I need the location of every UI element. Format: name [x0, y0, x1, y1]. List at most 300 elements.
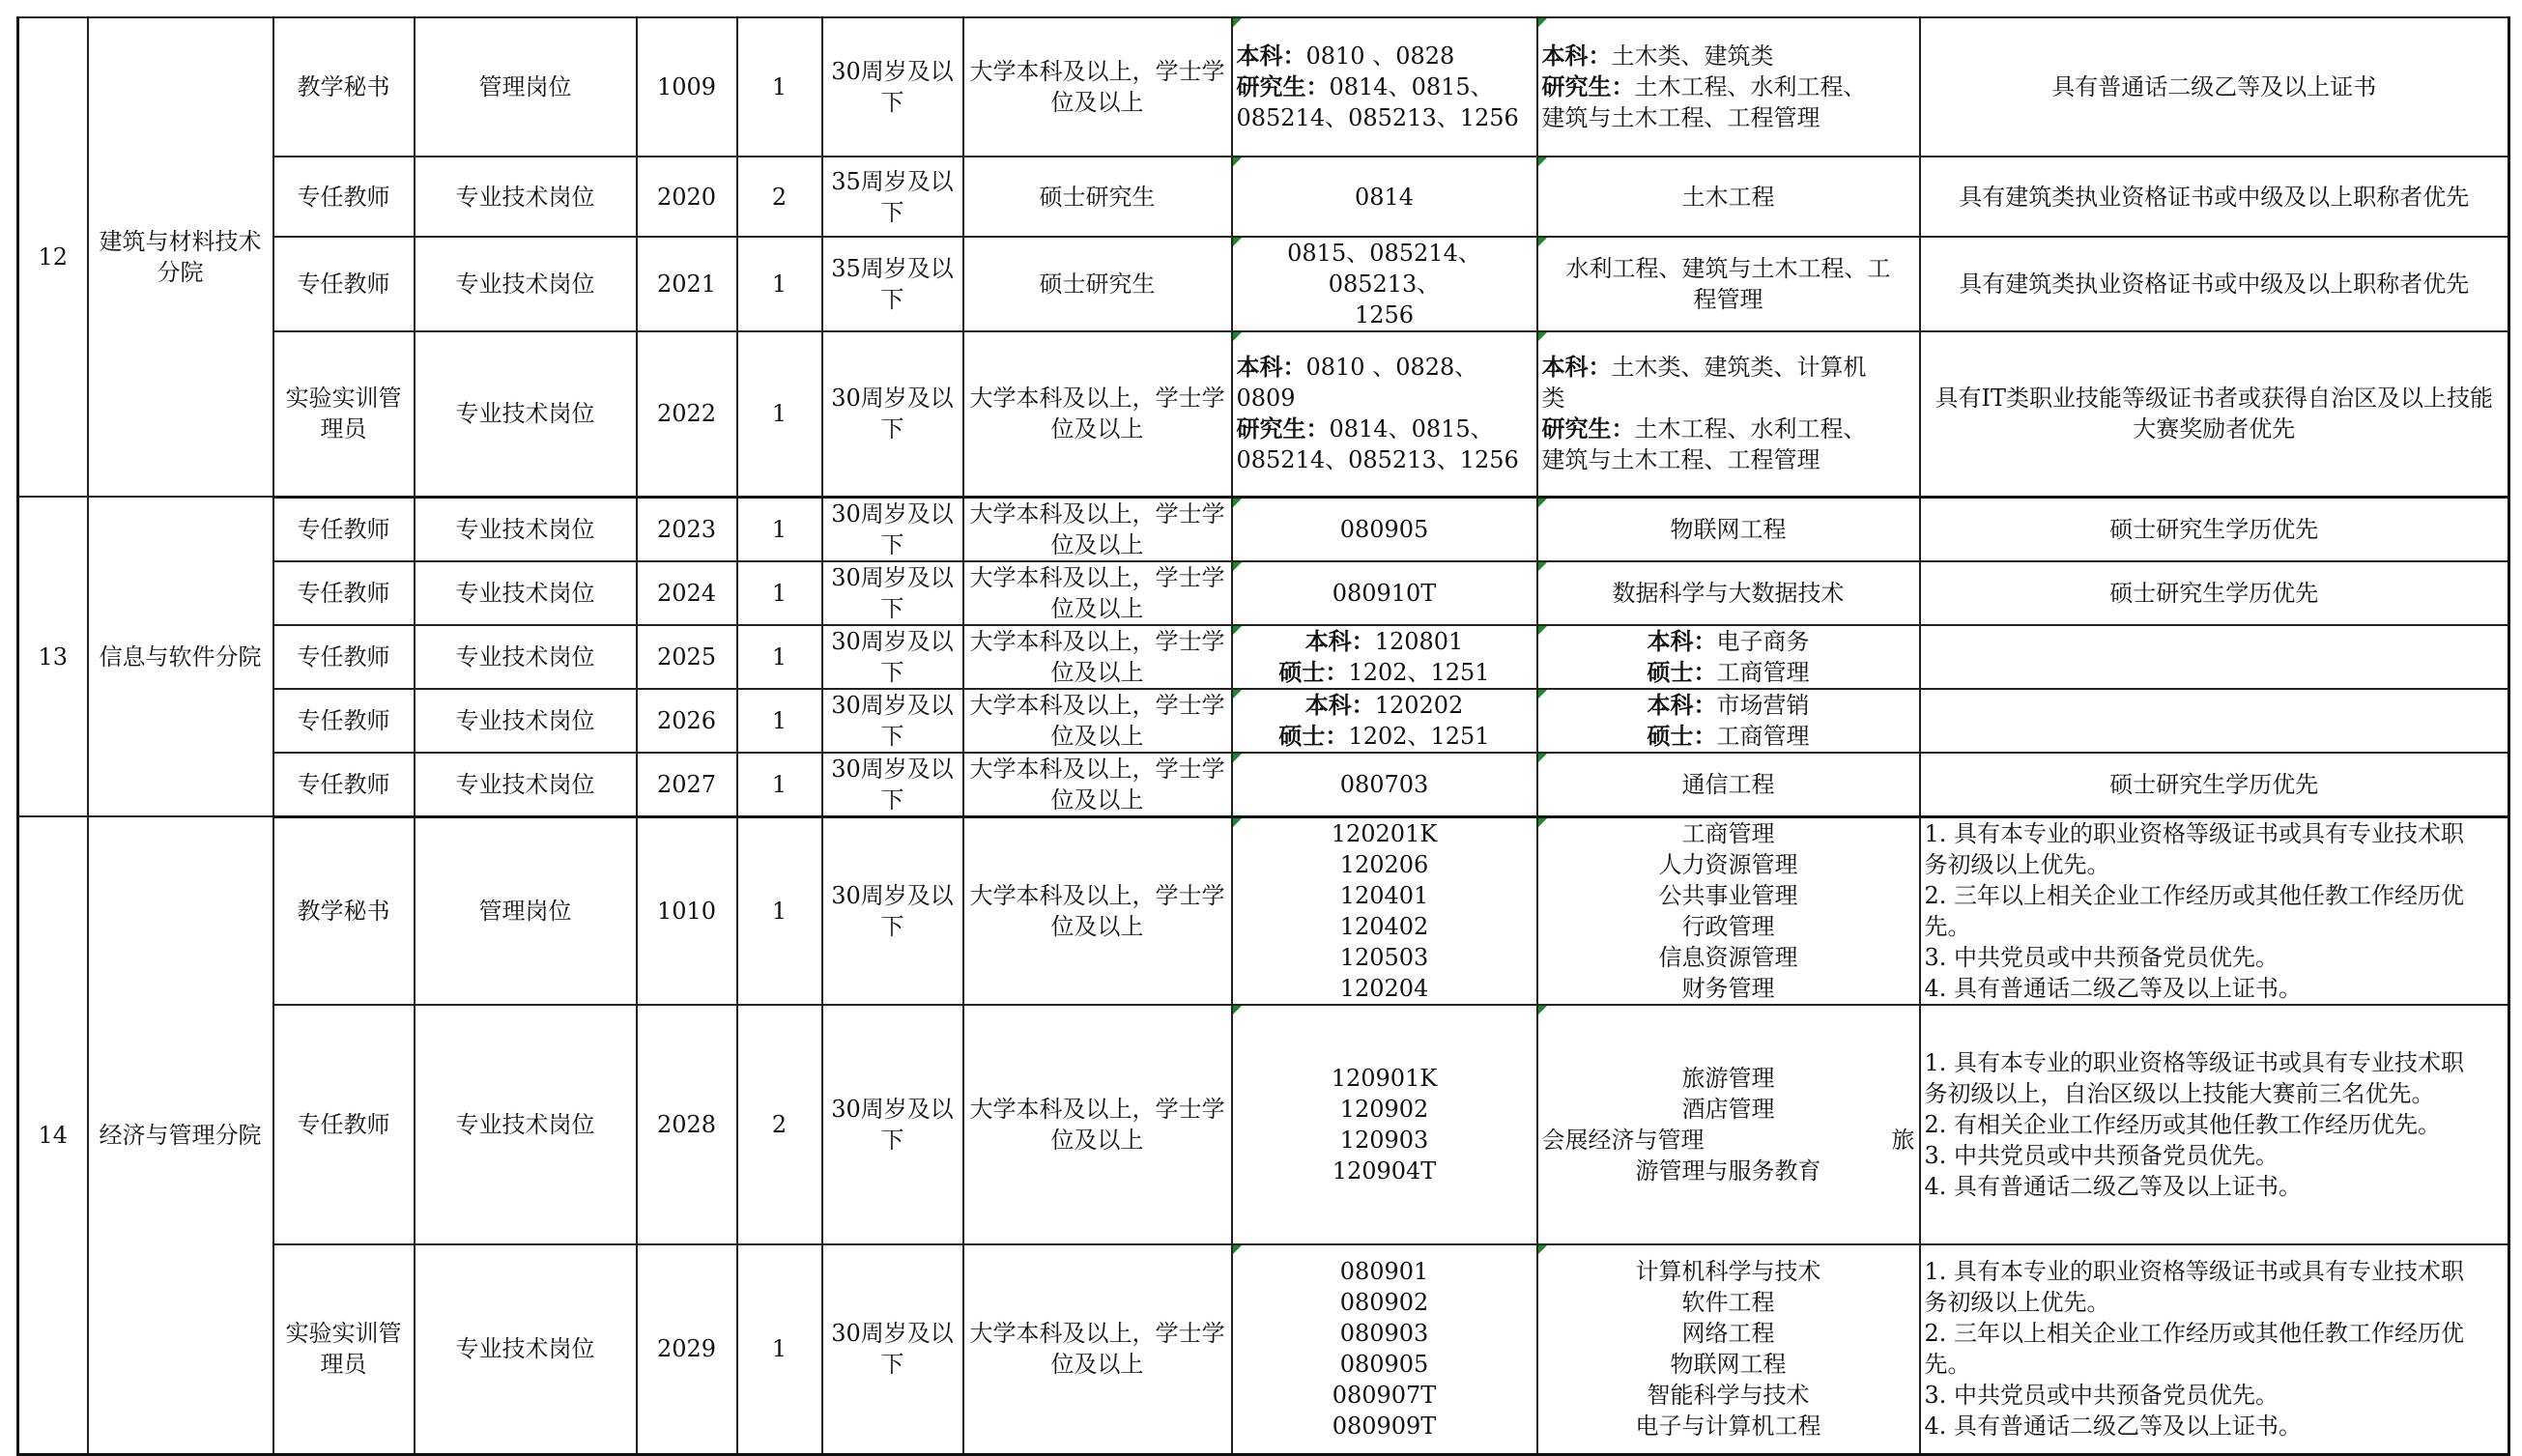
other-requirement-line: 1. 具有本专业的职业资格等级证书或具有专业技术职	[1924, 1048, 2465, 1076]
post-type	[415, 816, 637, 1005]
major-name-line	[1542, 1318, 1915, 1349]
other-requirement-line: 2. 三年以上相关企业工作经历或其他任教工作经历优	[1924, 1320, 2465, 1348]
education-requirement	[963, 561, 1232, 625]
major-code-text: 120901K	[1331, 1064, 1438, 1092]
age-limit	[822, 157, 963, 237]
post-code	[637, 17, 737, 157]
post-type-text: 专业技术岗位	[455, 706, 595, 734]
other-requirements	[1920, 689, 2509, 753]
cell-marker-icon	[1233, 818, 1242, 827]
major-code-line	[1237, 769, 1533, 800]
major-code-line	[1237, 238, 1533, 300]
cell-marker-icon	[1538, 238, 1547, 246]
major-name-text: 电子与计算机工程	[1635, 1413, 1821, 1441]
major-name-label: 本科：	[1541, 42, 1612, 70]
major-name-line	[1542, 973, 1915, 1004]
other-requirements	[1920, 561, 2509, 625]
major-code	[1232, 561, 1537, 625]
major-code-text: 0809	[1236, 385, 1296, 413]
hire-count	[737, 17, 822, 157]
major-code-line	[1237, 942, 1533, 973]
major-name	[1537, 1244, 1920, 1455]
major-code-label: 硕士：	[1278, 721, 1349, 750]
major-name-text: 土木类、建筑类	[1611, 43, 1774, 70]
age-limit-text: 30周岁及以下	[831, 58, 954, 116]
major-name-line	[1542, 626, 1915, 657]
other-requirements-text: 硕士研究生学历优先	[2109, 770, 2319, 798]
major-name-line	[1542, 1411, 1915, 1442]
major-name-text: 水利工程、建筑与土木工程、工	[1565, 255, 1891, 282]
major-name-line	[1542, 818, 1915, 849]
post-type	[415, 753, 637, 817]
post-code	[637, 816, 737, 1005]
major-code	[1232, 237, 1537, 331]
other-requirements	[1920, 816, 2509, 1005]
major-name-line	[1542, 942, 1915, 973]
hire-count	[737, 497, 822, 561]
major-name-text: 财务管理	[1681, 974, 1775, 1002]
major-name-label: 硕士：	[1647, 721, 1717, 750]
other-requirements	[1920, 331, 2509, 497]
education-requirement	[963, 1005, 1232, 1244]
hire-count	[737, 331, 822, 497]
major-name-line	[1542, 690, 1915, 721]
major-name-text: 物联网工程	[1670, 1351, 1787, 1379]
major-name-text: 程管理	[1693, 286, 1763, 313]
age-limit	[822, 17, 963, 157]
major-code-line	[1237, 102, 1533, 133]
major-name-label: 本科：	[1647, 690, 1717, 719]
post-name-text: 教学秘书	[297, 73, 390, 100]
post-name	[273, 17, 415, 157]
post-type	[415, 1244, 637, 1455]
major-name-line	[1542, 1349, 1915, 1380]
post-name	[273, 237, 415, 331]
major-name-line	[1542, 514, 1915, 545]
major-name	[1537, 689, 1920, 753]
education-requirement	[963, 753, 1232, 817]
other-requirements	[1920, 1005, 2509, 1244]
major-code-line	[1237, 973, 1533, 1004]
age-limit-text: 30周岁及以下	[831, 627, 954, 686]
other-requirement-line: 2. 三年以上相关企业工作经历或其他任教工作经历优	[1924, 881, 2465, 909]
major-code-line	[1237, 71, 1533, 102]
cell-marker-icon	[1233, 1245, 1242, 1254]
table-row	[18, 331, 2509, 497]
major-code-line	[1237, 911, 1533, 942]
post-name	[273, 1005, 415, 1244]
hire-count-text: 2	[771, 1110, 788, 1138]
major-code-text: 080909T	[1332, 1413, 1437, 1441]
major-name-text: 人力资源管理	[1658, 850, 1798, 878]
education-requirement-text: 大学本科及以上，学士学位及以上	[969, 500, 1225, 558]
other-requirements-text: 具有普通话二级乙等及以上证书	[2051, 73, 2377, 100]
cell-marker-icon	[1538, 18, 1547, 27]
major-name-text: 工商管理	[1681, 819, 1775, 847]
post-type-text: 专业技术岗位	[455, 579, 595, 607]
department-name-text: 经济与管理分院	[99, 1122, 262, 1149]
major-code-text: 085214、085213、1256	[1236, 104, 1519, 131]
post-name-text: 实验实训管理员	[285, 1320, 402, 1379]
major-name-label: 研究生：	[1541, 414, 1635, 443]
major-name-line	[1542, 1380, 1915, 1411]
age-limit-text: 35周岁及以下	[831, 167, 954, 226]
major-code-text: 120503	[1339, 943, 1429, 971]
post-type	[415, 625, 637, 689]
cell-marker-icon	[1233, 499, 1242, 507]
post-code	[637, 497, 737, 561]
post-code	[637, 157, 737, 237]
major-name-label: 研究生：	[1541, 72, 1635, 100]
post-type-text: 专业技术岗位	[455, 1335, 595, 1363]
major-name	[1537, 17, 1920, 157]
post-name	[273, 689, 415, 753]
hire-count-text: 1	[771, 271, 788, 298]
major-code-text: 0814、0815、	[1329, 73, 1494, 100]
group-number-text: 13	[38, 642, 69, 671]
education-requirement	[963, 816, 1232, 1005]
post-code-text: 2027	[656, 770, 717, 798]
education-requirement-text: 大学本科及以上，学士学位及以上	[969, 691, 1225, 750]
post-name-text: 专任教师	[297, 183, 390, 211]
cell-marker-icon	[1538, 157, 1547, 166]
post-type-text: 专业技术岗位	[455, 515, 595, 543]
post-code	[637, 1005, 737, 1244]
age-limit-text: 30周岁及以下	[831, 500, 954, 558]
hire-count-text: 1	[771, 770, 788, 798]
major-code-text: 120903	[1339, 1126, 1429, 1154]
age-limit	[822, 237, 963, 331]
major-code	[1232, 17, 1537, 157]
other-requirement-line: 3. 中共党员或中共预备党员优先。	[1924, 1382, 2279, 1410]
post-name-text: 专任教师	[297, 706, 390, 734]
major-name	[1537, 157, 1920, 237]
major-name-text: 网络工程	[1681, 1320, 1775, 1348]
major-code-line	[1237, 1349, 1533, 1380]
post-code	[637, 753, 737, 817]
education-requirement	[963, 17, 1232, 157]
major-code-line	[1237, 818, 1533, 849]
table-row	[18, 237, 2509, 331]
major-code-label: 研究生：	[1236, 414, 1330, 443]
major-code-line	[1237, 352, 1533, 383]
other-requirement-line: 3. 中共党员或中共预备党员优先。	[1924, 943, 2279, 971]
post-name	[273, 157, 415, 237]
age-limit-text: 30周岁及以下	[831, 1320, 954, 1379]
other-requirements	[1920, 237, 2509, 331]
major-name	[1537, 1005, 1920, 1244]
major-code-text: 080901	[1339, 1258, 1429, 1286]
major-code-line	[1237, 1256, 1533, 1287]
education-requirement	[963, 625, 1232, 689]
hire-count-text: 2	[771, 183, 788, 211]
major-code-line	[1237, 1411, 1533, 1442]
major-code-label: 硕士：	[1278, 657, 1349, 686]
hire-count	[737, 1005, 822, 1244]
other-requirement-line: 4. 具有普通话二级乙等及以上证书。	[1924, 974, 2303, 1002]
major-code	[1232, 1244, 1537, 1455]
major-name-line	[1542, 414, 1915, 444]
major-code-line	[1237, 578, 1533, 609]
major-name-text: 计算机科学与技术	[1635, 1258, 1821, 1286]
major-code-line	[1237, 1287, 1533, 1318]
major-name-text: 行政管理	[1681, 912, 1775, 940]
cell-marker-icon	[1538, 499, 1547, 507]
major-name-line	[1542, 253, 1915, 284]
other-requirements	[1920, 1244, 2509, 1455]
hire-count	[737, 625, 822, 689]
major-name-text: 电子商务	[1716, 627, 1810, 655]
cell-marker-icon	[1538, 562, 1547, 571]
cell-marker-icon	[1538, 626, 1547, 635]
other-requirement-line: 4. 具有普通话二级乙等及以上证书。	[1924, 1413, 2303, 1441]
group-number	[18, 497, 88, 816]
major-code-text: 120401	[1339, 881, 1429, 909]
education-requirement-text: 大学本科及以上，学士学位及以上	[969, 563, 1225, 622]
major-code-text: 080910T	[1332, 579, 1437, 607]
major-code-text: 0814、0815、	[1329, 415, 1494, 443]
department-name	[88, 816, 273, 1455]
hire-count-text: 1	[771, 706, 788, 734]
table-row	[18, 753, 2509, 817]
cell-marker-icon	[1233, 332, 1242, 341]
major-code-line	[1237, 1156, 1533, 1186]
other-requirement-line: 务初级以上优先。	[1924, 1289, 2110, 1317]
major-name	[1537, 625, 1920, 689]
other-requirement-line: 先。	[1924, 1351, 1971, 1379]
major-code-line	[1237, 41, 1533, 71]
hire-count	[737, 689, 822, 753]
major-name-text: 智能科学与技术	[1647, 1382, 1810, 1410]
post-type	[415, 331, 637, 497]
education-requirement-text: 大学本科及以上，学士学位及以上	[969, 881, 1225, 940]
other-requirements-text: 具有IT类职业技能等级证书者或获得自治区及以上技能大赛奖励者优先	[1934, 385, 2493, 443]
post-code-text: 2026	[656, 706, 717, 734]
post-name-text: 专任教师	[297, 770, 390, 798]
major-name-line	[1542, 352, 1915, 383]
other-requirement-line: 务初级以上优先。	[1924, 850, 2110, 878]
post-code-text: 2023	[656, 515, 717, 543]
major-code-text: 1202、1251	[1348, 722, 1490, 750]
major-name	[1537, 331, 1920, 497]
major-code-line	[1237, 880, 1533, 911]
major-code-line	[1237, 414, 1533, 444]
post-name	[273, 753, 415, 817]
hire-count	[737, 157, 822, 237]
post-name-text: 专任教师	[297, 515, 390, 543]
other-requirements	[1920, 753, 2509, 817]
major-code-line	[1237, 514, 1533, 545]
education-requirement	[963, 157, 1232, 237]
major-name-text: 酒店管理	[1681, 1095, 1775, 1123]
other-requirements-text: 硕士研究生学历优先	[2109, 515, 2319, 543]
major-name-text: 建筑与土木工程、工程管理	[1541, 104, 1820, 131]
major-code	[1232, 816, 1537, 1005]
post-code-text: 1009	[656, 73, 717, 100]
major-code	[1232, 753, 1537, 817]
post-name	[273, 497, 415, 561]
post-code-text: 2025	[656, 642, 717, 671]
major-code-line	[1237, 721, 1533, 752]
major-name-text: 土木类、建筑类、计算机	[1611, 354, 1867, 382]
education-requirement-text: 硕士研究生	[1039, 271, 1156, 298]
major-code-text: 080907T	[1332, 1382, 1437, 1410]
major-code-text: 120201K	[1331, 819, 1438, 847]
education-requirement-text: 大学本科及以上，学士学位及以上	[969, 1320, 1225, 1379]
post-code	[637, 1244, 737, 1455]
hire-count-text: 1	[771, 642, 788, 671]
major-name	[1537, 237, 1920, 331]
major-name-text: 类	[1541, 385, 1565, 413]
major-name-line	[1542, 849, 1915, 880]
cell-marker-icon	[1233, 690, 1242, 699]
major-code	[1232, 331, 1537, 497]
major-name-label: 本科：	[1541, 353, 1612, 382]
post-type-text: 专业技术岗位	[455, 1110, 595, 1138]
post-type-text: 专业技术岗位	[455, 400, 595, 428]
cell-marker-icon	[1233, 562, 1242, 571]
other-requirements	[1920, 625, 2509, 689]
age-limit-text: 35周岁及以下	[831, 255, 954, 313]
hire-count-text: 1	[771, 400, 788, 428]
major-name-line	[1542, 1063, 1915, 1094]
major-code-text: 0814	[1354, 183, 1415, 211]
post-code	[637, 625, 737, 689]
major-code-label: 本科：	[1236, 42, 1306, 70]
major-name-line	[1542, 1094, 1915, 1125]
table-row	[18, 1244, 2509, 1455]
post-code	[637, 237, 737, 331]
major-name-line	[1542, 657, 1915, 688]
education-requirement	[963, 497, 1232, 561]
major-name-line	[1542, 1125, 1915, 1156]
major-code-label: 本科：	[1236, 353, 1306, 382]
major-code-text: 120801	[1374, 627, 1464, 655]
age-limit-text: 30周岁及以下	[831, 691, 954, 750]
major-name-text: 数据科学与大数据技术	[1612, 579, 1845, 607]
other-requirements	[1920, 497, 2509, 561]
post-code	[637, 689, 737, 753]
hire-count	[737, 1244, 822, 1455]
hire-count	[737, 561, 822, 625]
other-requirements	[1920, 157, 2509, 237]
education-requirement-text: 大学本科及以上，学士学位及以上	[969, 755, 1225, 814]
cell-marker-icon	[1538, 1006, 1547, 1014]
table-row	[18, 1005, 2509, 1244]
cell-marker-icon	[1538, 754, 1547, 762]
major-name-line	[1542, 71, 1915, 102]
post-name-text: 专任教师	[297, 271, 390, 298]
table-row	[18, 625, 2509, 689]
education-requirement-text: 大学本科及以上，学士学位及以上	[969, 1095, 1225, 1154]
major-code-line	[1237, 300, 1533, 330]
post-name	[273, 816, 415, 1005]
hire-count-text: 1	[771, 73, 788, 100]
age-limit	[822, 1244, 963, 1455]
major-name-line	[1542, 769, 1915, 800]
post-type-text: 专业技术岗位	[455, 271, 595, 298]
other-requirement-line: 4. 具有普通话二级乙等及以上证书。	[1924, 1172, 2303, 1200]
post-code-text: 2022	[656, 400, 717, 428]
post-name-text: 实验实训管理员	[285, 385, 402, 443]
post-code-text: 2020	[656, 183, 717, 211]
other-requirement-line: 2. 有相关企业工作经历或其他任教工作经历优先。	[1924, 1110, 2442, 1138]
cell-marker-icon	[1538, 818, 1547, 827]
age-limit	[822, 689, 963, 753]
major-name-line	[1542, 383, 1915, 414]
age-limit	[822, 331, 963, 497]
age-limit-text: 30周岁及以下	[831, 755, 954, 814]
hire-count-text: 1	[771, 515, 788, 543]
post-code-text: 1010	[656, 897, 717, 925]
major-name-line	[1542, 444, 1915, 475]
major-name-text: 市场营销	[1716, 691, 1810, 719]
major-name-line	[1542, 41, 1915, 71]
major-code	[1232, 157, 1537, 237]
major-name-text: 游管理与服务教育	[1635, 1156, 1821, 1185]
other-requirement-line: 1. 具有本专业的职业资格等级证书或具有专业技术职	[1924, 819, 2465, 847]
major-name-line	[1542, 102, 1915, 133]
hire-count-text: 1	[771, 1335, 788, 1363]
major-code-text: 120202	[1374, 691, 1464, 719]
post-type	[415, 237, 637, 331]
major-name-label: 本科：	[1647, 626, 1717, 655]
major-code-line	[1237, 383, 1533, 414]
post-name-text: 专任教师	[297, 579, 390, 607]
post-type-text: 专业技术岗位	[455, 183, 595, 211]
post-type	[415, 17, 637, 157]
major-code-label: 研究生：	[1236, 72, 1330, 100]
major-name-text: 工商管理	[1716, 722, 1810, 750]
hire-count	[737, 816, 822, 1005]
post-name	[273, 625, 415, 689]
major-code-line	[1237, 849, 1533, 880]
education-requirement	[963, 331, 1232, 497]
major-code-text: 1202、1251	[1348, 658, 1490, 686]
major-name-text: 土木工程	[1681, 183, 1775, 211]
department-name	[88, 17, 273, 497]
education-requirement-text: 大学本科及以上，学士学位及以上	[969, 627, 1225, 686]
major-name-tail: 旅	[1891, 1126, 1915, 1154]
post-type	[415, 689, 637, 753]
cell-marker-icon	[1233, 1006, 1242, 1014]
major-name-text: 公共事业管理	[1658, 881, 1798, 909]
post-code-text: 2021	[656, 271, 717, 298]
cell-marker-icon	[1233, 238, 1242, 246]
major-code-line	[1237, 1094, 1533, 1125]
major-name	[1537, 561, 1920, 625]
major-name-line	[1542, 911, 1915, 942]
age-limit	[822, 1005, 963, 1244]
major-name-line	[1542, 721, 1915, 752]
major-code-line	[1237, 1063, 1533, 1094]
hire-count-text: 1	[771, 579, 788, 607]
major-name-text: 土木工程、水利工程、	[1634, 73, 1867, 100]
post-type	[415, 157, 637, 237]
post-code	[637, 331, 737, 497]
major-code-text: 0810 、0828、	[1305, 354, 1478, 382]
department-name	[88, 497, 273, 816]
cell-marker-icon	[1233, 157, 1242, 166]
other-requirements	[1920, 17, 2509, 157]
major-code-line	[1237, 182, 1533, 213]
post-type	[415, 497, 637, 561]
age-limit	[822, 497, 963, 561]
major-code	[1232, 689, 1537, 753]
table-row	[18, 816, 2509, 1005]
major-code	[1232, 625, 1537, 689]
major-code-text: 120206	[1339, 850, 1429, 878]
